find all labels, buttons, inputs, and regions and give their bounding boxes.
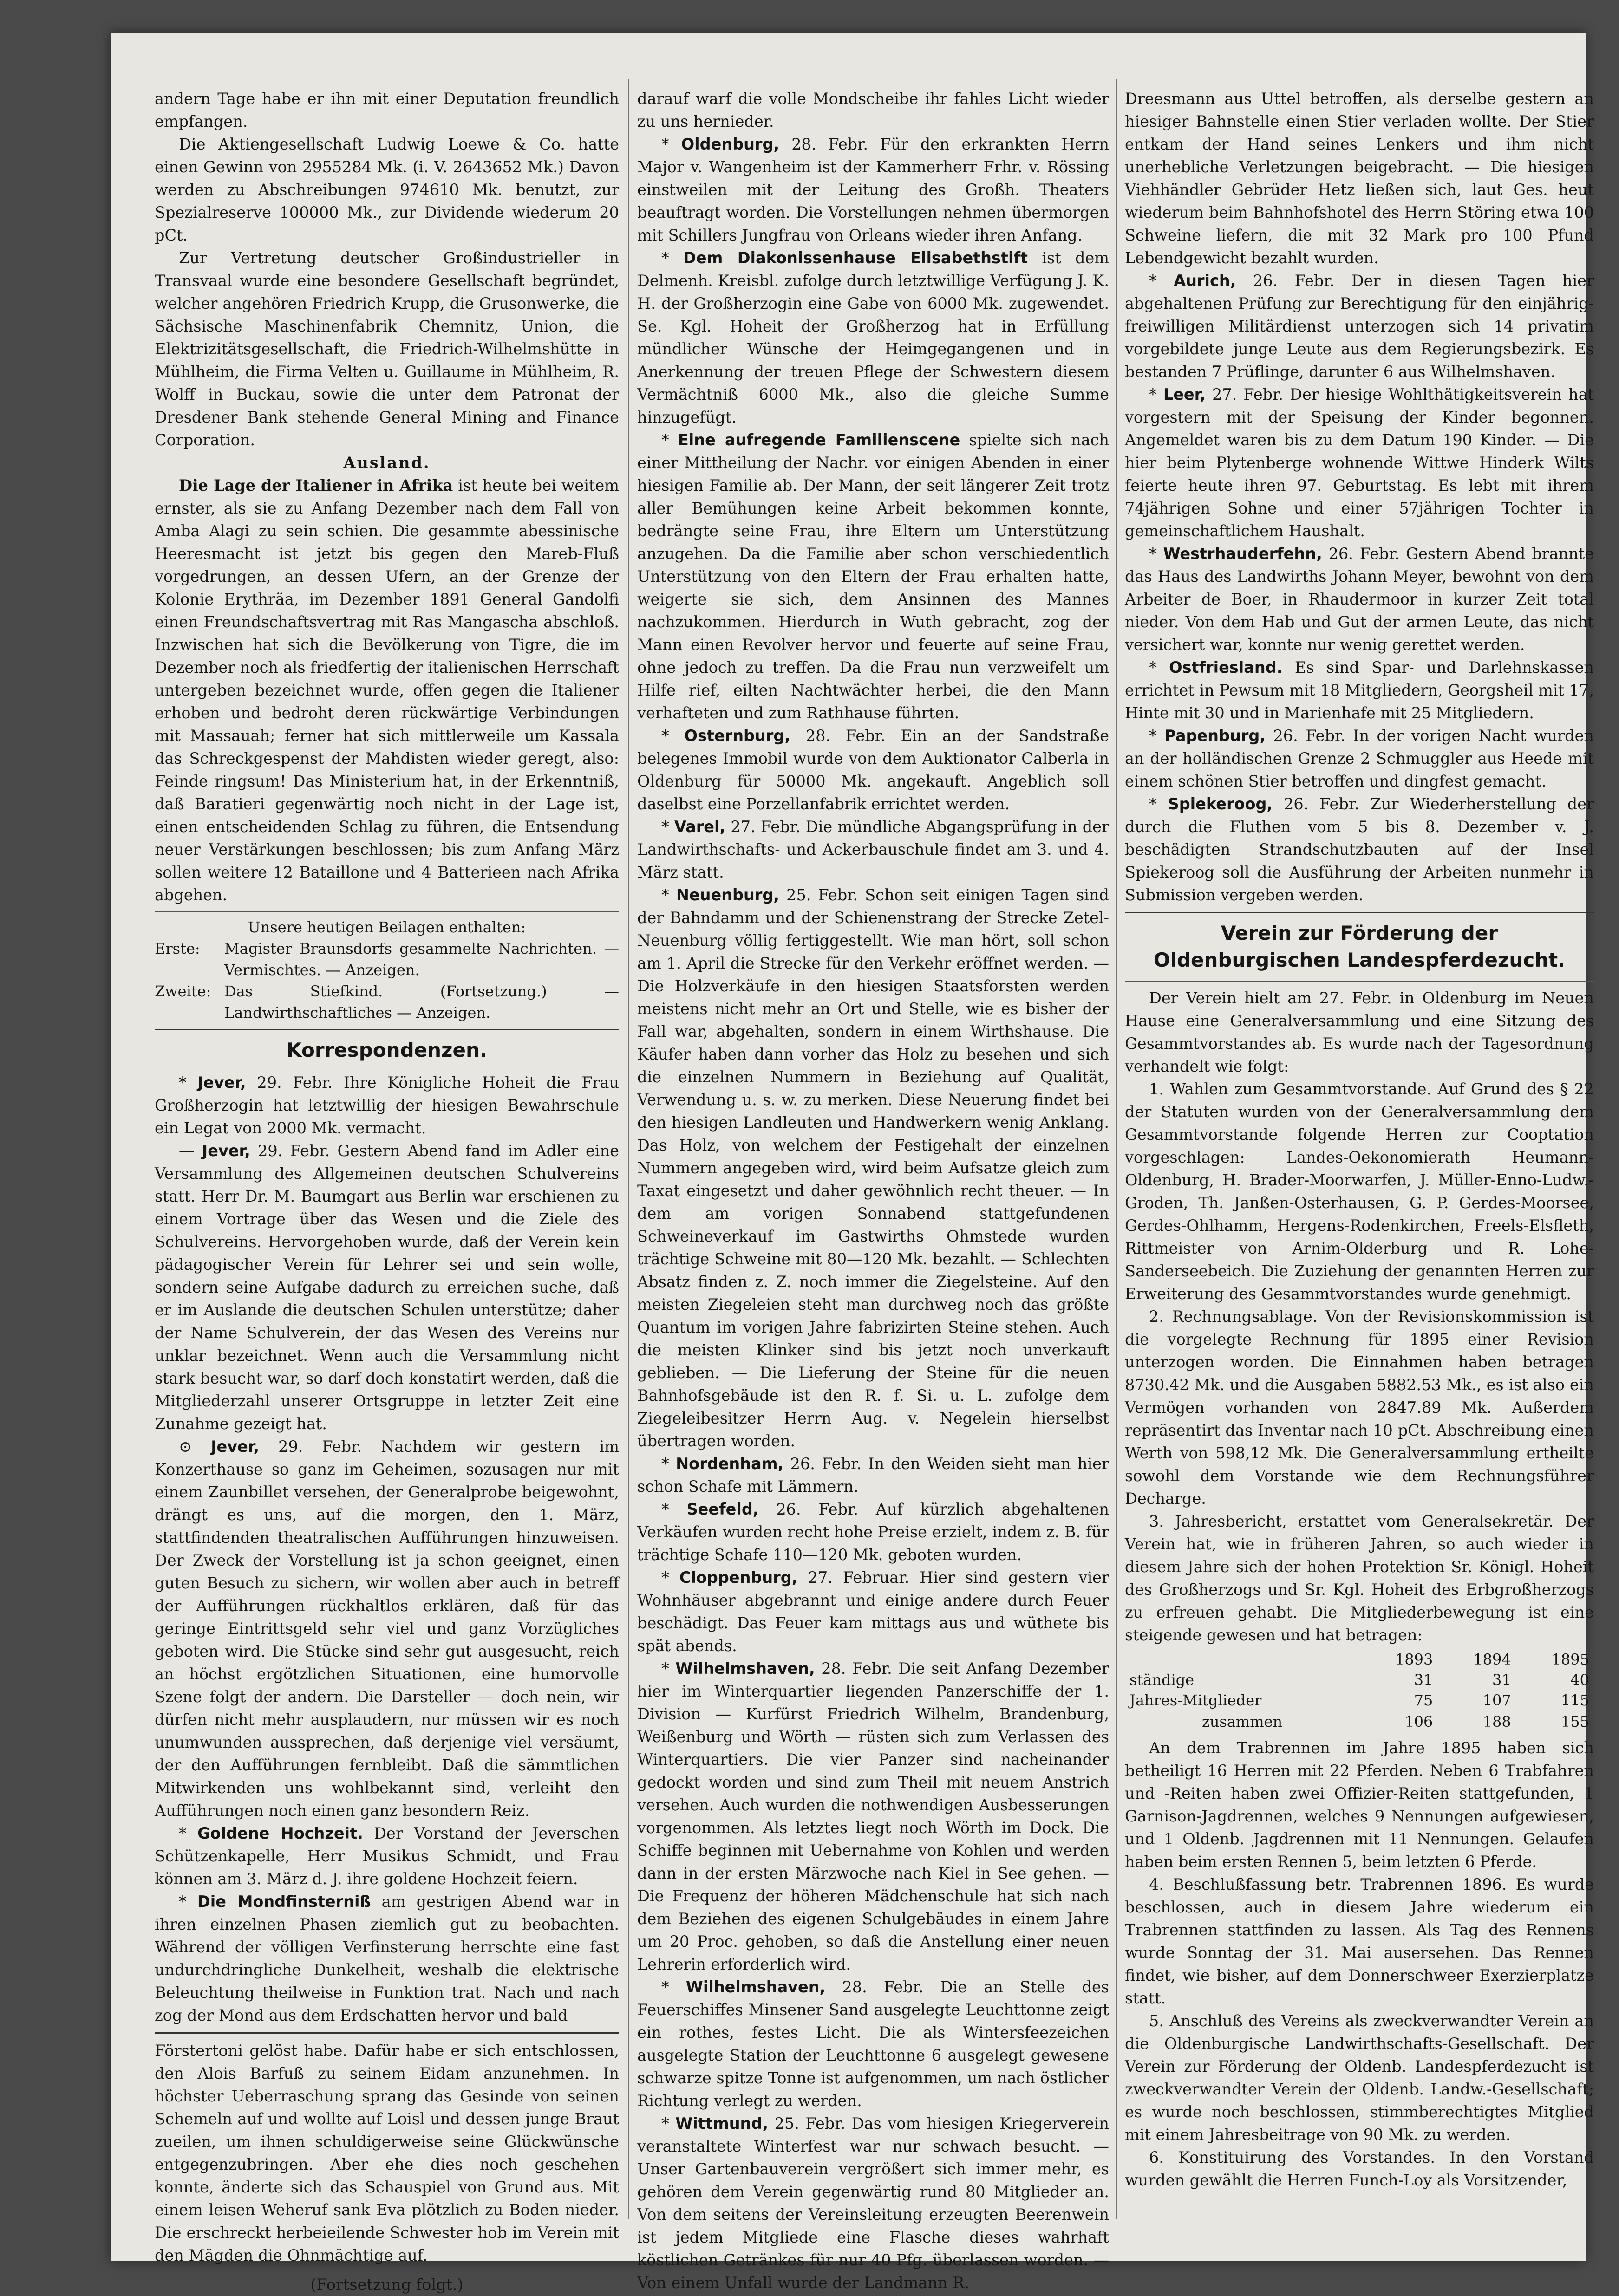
column-right bbox=[1125, 87, 1594, 2192]
dateline: Wilhelmshaven, bbox=[675, 1659, 815, 1678]
news-text: spielte sich nach einer Mittheilung der Nachr. vor einigen Abenden in einer hiesigen Familie ab. Der Mann, der seit längerer Zeit trotz aller Bemühungen keine Arbeit bekommen konnte, bedrängte seine Frau, ihre Eltern um Unterstützung anzugehen. Da die Familie aber schon verschiedentlich Unterstützung von den Eltern der Frau erhalten hatte, weigerte sie sich, dem Ansinnen des Mannes nachzukommen. Hierdurch in Wuth gebracht, zog der Mann einen Revolver hervor und feuerte auf seine Frau, ohne jedoch zu treffen. Da die Frau nun verzweifelt um Hilfe rief, eilten Nachtwächter herbei, die den Mann verhafteten und zum Rathhause führten. bbox=[637, 431, 1109, 722]
article-body: ist heute bei weitem ernster, als sie zu Anfang Dezember nach dem Fall von Amba Alagi zu sein schien. Die gesammte abessinische Heeresmacht ist jetzt bis gegen den Mareb-Fluß vorgedrungen, an dessen Ufern, an der Grenze der Kolonie Erythräa, im Dezember 1891 General Gandolfi einen Freundschaftsvertrag mit Ras Mangascha abschloß. Inzwischen hat sich die Bevölkerung von Tigre, die im Dezember noch als friedfertig der italienischen Herrschaft untergeben bezeichnet wurde, offen gegen die Italiener erhoben und bedroht deren rückwärtige Verbindungen mit Massauah; ferner hat sich mittlerweile um Kassala das Schreckgespenst der Mahdisten wieder geregt, also: Feinde ringsum! Das Ministerium hat, in der Erkenntniß, daß Baratieri gegenwärtig noch nicht in der Lage ist, einen entscheidenden Schlag zu führen, die Entsendung neuer Verstärkungen beschlossen; bis zum Anfang März sollen weitere 12 Bataillone und 4 Batterieen nach Afrika abgehen. bbox=[155, 476, 619, 904]
table-sum-row bbox=[1125, 1711, 1594, 1732]
paragraph: Der Verein hielt am 27. Febr. in Oldenburg im Neuen Hause eine Generalversammlung und eine Sitzung des Gesammtvorstandes ab. Es wurde nach der Tagesordnung verhandelt wie folgt: bbox=[1125, 989, 1594, 1075]
table-row-label: Jahres-Mitglieder bbox=[1129, 1691, 1262, 1709]
paragraph: 3. Jahresbericht, erstattet vom Generalsekretär. Der Verein hat, wie in früheren Jahren, so auch wieder in diesem Jahre sich der hohen Protektion Sr. Königl. Hoheit des Großherzogs und Sr. Kgl. Hoheit des Erbgroßherzogs zu erfreuen gehabt. Die Mitgliederbewegung ist eine steigende gewesen und hat betragen: bbox=[1125, 1512, 1594, 1644]
article-lead: Die Lage der Italiener in Afrika bbox=[179, 476, 453, 494]
dateline: Wittmund, bbox=[675, 2114, 769, 2133]
table-row-label: ständige bbox=[1129, 1671, 1195, 1689]
paragraph: An dem Trabrennen im Jahre 1895 haben sich betheiligt 16 Herren mit 22 Pferden. Neben 6 Trabfahren und -Reiten haben zwei Offizier-Reiten stattgefunden, 1 Garnison-Jagdrennen, welches 9 Nennungen aufgewiesen, und 1 Oldenb. Jagdrennen mit 11 Nennungen. Gelaufen haben beim ersten Rennen 5, beim letzten 6 Pferde. bbox=[1125, 1739, 1594, 1871]
news-item: * Osternburg, 28. Febr. Ein an der Sandstraße belegenes Immobil wurde von dem Auktionator Calberla in Oldenburg für 50000 Mk. angekauft. Angeblich soll daselbst eine Porzellanfabrik errichtet werden. bbox=[637, 727, 1109, 813]
dateline: Goldene Hochzeit. bbox=[197, 1824, 363, 1842]
divider bbox=[1125, 981, 1594, 982]
table-cell: 106 bbox=[1359, 1711, 1437, 1732]
paragraph: 4. Beschlußfassung betr. Trabrennen 1896. Es wurde beschlossen, auch in diesem Jahre wiederum ein Trabrennen stattfinden zu lassen. Als Tag des Rennens wurde Sonntag der 31. Mai ausersehen. Das Rennen findet, wie bisher, auf dem Donnerschweer Exerzierplatze statt. bbox=[1125, 1875, 1594, 2007]
news-text: 29. Febr. Gestern Abend fand im Adler eine Versammlung des Allgemeinen deutschen Schulvereins statt. Herr Dr. M. Baumgart aus Berlin war erschienen zu einem Vortrage über das Wesen und die Ziele des Schulvereins. Hervorgehoben wurde, daß der Verein kein pädagogischer Verein für Lehrer sei und sein wolle, sondern seine Aufgabe dadurch zu erreichen suche, daß er im Auslande die deutschen Schulen unterstütze; daher der Name Schulverein, der das Wesen des Vereins nur unklar bezeichnet. Wenn auch die Versammlung nicht stark besucht war, so darf doch konstatirt werden, daß die Mitgliederzahl unserer Ortsgruppe in letzter Zeit eine Zunahme gezeigt hat. bbox=[155, 1142, 619, 1433]
dateline: Jever, bbox=[197, 1073, 246, 1092]
paragraph: Zur Vertretung deutscher Großindustrieller in Transvaal wurde eine besondere Gesellschaft begründet, welcher angehören Friedrich Krupp, die Grusonwerke, die Sächsische Maschinenfabrik Chemnitz, Union, die Elektrizitätsgesellschaft, die Friedrich-Wilhelmshütte in Mühlheim, die Firma Velten u. Guillaume in Mühlheim, R. Wolff in Buckau, sowie die unter dem Patronat der Dresdener Bank stehende General Mining and Finance Corporation. bbox=[155, 249, 619, 449]
news-item: * Wittmund, 25. Febr. Das vom hiesigen Kriegerverein veranstaltete Winterfest war nur schwach besucht. — Unser Gartenbauverein vergrößert sich immer mehr, es gehören dem Verein gegenwärtig rund 80 Mitglieder an. Von dem seitens der Vereinsleitung erzeugten Beerenwein ist jedem Mitgliede eine Flasche dieses wahrhaft köstlichen Getränkes für nur 40 Pfg. überlassen worden. — Von einem Unfall wurde der Landmann R. bbox=[637, 2114, 1109, 2292]
news-item: * Wilhelmshaven, 28. Febr. Die an Stelle des Feuerschiffes Minsener Sand ausgelegte Leuchttonne zeigt ein rothes, festes Licht. Die als Wintersfeezeichen ausgelegte Station der Leuchttonne 6 ausgelegt gewesene schwarze spitze Tonne ist aufgenommen, um nach östlicher Richtung verlegt zu werden. bbox=[637, 1978, 1110, 2110]
news-text: 28. Febr. Ein an der Sandstraße belegenes Immobil wurde von dem Auktionator Calberla in Oldenburg für 50000 Mk. angekauft. Angeblich soll daselbst eine Porzellanfabrik errichtet werden. bbox=[637, 727, 1109, 813]
beilage-label: Erste: bbox=[155, 940, 200, 957]
dateline: Jever, bbox=[211, 1437, 260, 1456]
table-row bbox=[1125, 1670, 1594, 1690]
news-item: * Dem Diakonissenhause Elisabethstift ist dem Delmenh. Kreisbl. zufolge durch letztwillige Verfügung J. K. H. der Großherzogin eine Gabe von 6000 Mk. zugewendet. Se. Kgl. Hoheit der Großherzog hat in Erfüllung mündlicher Wünsche der Heimgegangenen und in Anerkennung der treuen Pflege der Schwestern diesem Vermächtniß 6000 Mk., also die gleiche Summe hinzugefügt. bbox=[637, 249, 1110, 426]
dateline: Leer, bbox=[1163, 385, 1206, 403]
news-text: 26. Febr. Der in diesen Tagen hier abgehaltenen Prüfung zur Berechtigung für den einjährig-freiwilligen Militärdienst unterzogen sich 14 privatim vorgebildete junge Leute aus dem Regierungsbezirk. Es bestanden 7 Prüflinge, darunter 6 aus Wilhelmshaven. bbox=[1125, 272, 1594, 381]
table-sum-label: zusammen bbox=[1125, 1711, 1359, 1732]
news-item: * Varel, 27. Febr. Die mündliche Abgangsprüfung in der Landwirthschafts- und Ackerbauschule findet am 3. und 4. März statt. bbox=[637, 818, 1109, 881]
news-text: 26. Febr. In den Weiden sieht man hier schon Schafe mit Lämmern. bbox=[637, 1455, 1109, 1496]
dateline: Spiekeroog, bbox=[1168, 795, 1273, 813]
table-header-cell: 1893 bbox=[1395, 1651, 1433, 1668]
beilagen-title: Unsere heutigen Beilagen enthalten: bbox=[248, 918, 526, 936]
table-cell: 31 bbox=[1492, 1671, 1511, 1689]
feuilleton-text: Förstertoni gelöst habe. Dafür habe er sich entschlossen, den Alois Barfuß zu seinem Eidam anzunehmen. In höchster Ueberraschung sprang das Gesinde von seinen Schemeln auf und wollte auf Loisl und dessen junge Braut zueilen, um ihnen schuldigerweise seine Glückwünsche entgegenzubringen. Aber ehe dies noch geschehen konnte, änderte sich das Schauspiel von Grund aus. Mit einem leisen Weheruf sank Eva plötzlich zu Boden nieder. Die erschreckt herbeieilende Schwester hob im Verein mit den Mägden die Ohnmächtige auf. bbox=[155, 2042, 619, 2264]
news-item: * Goldene Hochzeit. Der Vorstand der Jeverschen Schützenkapelle, Herr Musikus Schmidt, und Frau können am 3. März d. J. ihre goldene Hochzeit feiern. bbox=[155, 1824, 619, 1888]
article-italiener bbox=[155, 474, 619, 906]
dateline: Die Mondfinsterniß bbox=[197, 1893, 371, 1911]
table-cell: 188 bbox=[1437, 1711, 1515, 1732]
table-header-cell: 1894 bbox=[1473, 1651, 1511, 1668]
news-text: 27. Febr. Der hiesige Wohlthätigkeitsverein hat vorgestern mit der Speisung der Kinder begonnen. Angemeldet waren bis zu dem Datum 190 Kinder. — Die hier beim Plytenberge wohnende Wittwe Hinderk Wilts feierte heute ihren 97. Geburtstag. Es lebt mit ihrem 74jährigen Sohne und einer 57jährigen Tochter in gemeinschaftlichem Haushalt. bbox=[1125, 385, 1594, 540]
divider bbox=[155, 1029, 619, 1030]
news-text: 26. Febr. In der vorigen Nacht wurden an der holländischen Grenze 2 Schmuggler aus Heede mit einem schönen Stier betroffen und dingfest gemacht. bbox=[1125, 727, 1594, 790]
dateline: Nordenham, bbox=[676, 1455, 784, 1473]
news-text: ist dem Delmenh. Kreisbl. zufolge durch letztwillige Verfügung J. K. H. der Großherzogin eine Gabe von 6000 Mk. zugewendet. Se. Kgl. Hoheit der Großherzog hat in Erfüllung mündlicher Wünsche der Heimgegangenen und in Anerkennung der treuen Pflege der Schwestern diesem Vermächtniß 6000 Mk., also die gleiche Summe hinzugefügt. bbox=[637, 249, 1110, 426]
dateline: Jever, bbox=[202, 1142, 250, 1160]
divider bbox=[1125, 912, 1594, 913]
dateline: Dem Diakonissenhause Elisabethstift bbox=[683, 249, 1028, 267]
newspaper-page bbox=[111, 33, 1594, 2294]
news-item: * Papenburg, 26. Febr. In der vorigen Nacht wurden an der holländischen Grenze 2 Schmuggler aus Heede mit einem schönen Stier betroffen und dingfest gemacht. bbox=[1125, 727, 1594, 790]
news-item: * Die Mondfinsterniß am gestrigen Abend war in ihren einzelnen Phasen ziemlich gut zu beobachten. Während der völligen Verfinsterung herrschte eine fast undurchdringliche Dunkelheit, weshalb die elektrische Beleuchtung theilweise in Funktion trat. Nach und nach zog der Mond aus dem Erdschatten hervor und bald bbox=[155, 1893, 620, 2024]
news-text: 27. Februar. Hier sind gestern vier Wohnhäuser abgebrannt und einige andere durch Feuer beschädigt. Das Feuer kam mittags aus und wüthete bis spät abends. bbox=[637, 1568, 1110, 1655]
news-item: * Aurich, 26. Febr. Der in diesen Tagen hier abgehaltenen Prüfung zur Berechtigung für den einjährig-freiwilligen Militärdienst unterzogen sich 14 privatim vorgebildete junge Leute aus dem Regierungsbezirk. Es bestanden 7 Prüflinge, darunter 6 aus Wilhelmshaven. bbox=[1125, 272, 1594, 381]
beilagen-box bbox=[155, 917, 619, 1023]
news-item: * Cloppenburg, 27. Februar. Hier sind gestern vier Wohnhäuser abgebrannt und einige andere durch Feuer beschädigt. Das Feuer kam mittags aus und wüthete bis spät abends. bbox=[637, 1568, 1110, 1655]
news-text: Der Vorstand der Jeverschen Schützenkapelle, Herr Musikus Schmidt, und Frau können am 3. März d. J. ihre goldene Hochzeit feiern. bbox=[155, 1824, 619, 1888]
news-text: 25. Febr. Schon seit einigen Tagen sind der Bahndamm und der Schienenstrang der Strecke Zetel-Neuenburg völlig fertiggestellt. Wie man hört, soll schon am 1. April die Strecke für den Verkehr eröffnet werden. — Die Holzverkäufe in den hiesigen Staatsforsten werden meistens nicht mehr an Ort und Stelle, wie es bisher der Fall war, abgehalten, sondern in einem Wirthshause. Die Käufer haben dann vorher das Holz zu besehen und sich die einzelnen Nummern in Beziehung auf Qualität, Verwendung u. s. w. zu merken. Diese Neuerung findet bei den hiesigen Landleuten und Handwerkern wenig Anklang. Das Holz, von welchem der Festigehalt der einzelnen Nummern angegeben wird, wird beim Aufsatze gleich zum Taxat eingesetzt und daher gewöhnlich recht theuer. — In dem am vorigen Sonnabend stattgefundenen Schweineverkauf im Gastwirths Ohmstede wurden trächtige Schweine mit 80—120 Mk. bezahlt. — Schlechten Absatz finden z. Z. noch immer die Ziegelsteine. Auf den meisten Ziegeleien steht man durchweg noch das größte Quantum im vorigen Jahre fabrizirten Steine stehen. Auch die meisten Klinker sind bis jetzt noch unverkauft geblieben. — Die Lieferung der Steine für die neuen Bahnhofsgebäude ist den R. f. Si. u. L. zufolge dem Ziegeleibesitzer Herrn Aug. v. Negelein hierselbst übertragen worden. bbox=[637, 886, 1109, 1450]
paragraph: Die Aktiengesellschaft Ludwig Loewe & Co. hatte einen Gewinn von 2955284 Mk. (i. V. 2643652 Mk.) Davon werden zu Abschreibungen 974610 Mk. benutzt, zur Spezialreserve 100000 Mk., zur Dividende wiederum 20 pCt. bbox=[155, 135, 619, 244]
dateline: Varel, bbox=[674, 818, 726, 836]
beilage-text: Das Stiefkind. (Fortsetzung.) — Landwirthschaftliches — Anzeigen. bbox=[224, 982, 619, 1021]
table-cell: 115 bbox=[1560, 1691, 1589, 1709]
dateline: Oldenburg, bbox=[681, 135, 780, 153]
dateline: Ostfriesland. bbox=[1169, 658, 1283, 676]
news-text: 25. Febr. Das vom hiesigen Kriegerverein veranstaltete Winterfest war nur schwach besucht. — Unser Gartenbauverein vergrößert sich immer mehr, es gehören dem Verein gegenwärtig rund 80 Mitglieder an. Von dem seitens der Vereinsleitung erzeugten Beerenwein ist jedem Mitgliede eine Flasche dieses wahrhaft köstlichen Getränkes für nur 40 Pfg. überlassen worden. — Von einem Unfall wurde der Landmann R. bbox=[637, 2114, 1109, 2292]
news-item: * Oldenburg, 28. Febr. Für den erkrankten Herrn Major v. Wangenheim ist der Kammerherr Frhr. v. Rössing einstweilen mit der Leitung des Großh. Theaters beauftragt worden. Die Vorstellungen nehmen übermorgen mit Schillers Jungfrau von Orleans wieder ihren Anfang. bbox=[637, 135, 1109, 244]
news-text: 26. Febr. Zur Wiederherstellung der durch die Fluthen vom 5 bis 8. Dezember v. J. beschädigten Strandschutzbauten auf der Insel Spiekeroog soll die Ausführung der Arbeiten nunmehr in Submission vergeben werden. bbox=[1125, 795, 1594, 904]
news-item: * Eine aufregende Familienscene spielte sich nach einer Mittheilung der Nachr. vor einigen Abenden in einer hiesigen Familie ab. Der Mann, der seit längerer Zeit trotz aller Bemühungen keine Arbeit bekommen konnte, bedrängte seine Frau, ihre Eltern um Unterstützung anzugehen. Da die Familie aber schon verschiedentlich Unterstützung von den Eltern der Frau erhalten hatte, weigerte sie sich, dem Ansinnen des Mannes nachzukommen. Hierdurch in Wuth gebracht, zog der Mann einen Revolver hervor und feuerte auf seine Frau, ohne jedoch zu treffen. Da die Frau nun verzweifelt um Hilfe rief, eilten Nachtwächter herbei, die den Mann verhafteten und zum Rathhause führten. bbox=[637, 431, 1109, 722]
beilage-label: Zweite: bbox=[155, 982, 211, 1000]
news-item: * Leer, 27. Febr. Der hiesige Wohlthätigkeitsverein hat vorgestern mit der Speisung der Kinder begonnen. Angemeldet waren bis zu dem Datum 190 Kinder. — Die hier beim Plytenberge wohnende Wittwe Hinderk Wilts feierte heute ihren 97. Geburtstag. Es lebt mit ihrem 74jährigen Sohne und einer 57jährigen Tochter in gemeinschaftlichem Haushalt. bbox=[1125, 385, 1594, 540]
table-cell: 155 bbox=[1516, 1711, 1594, 1732]
table-cell: 40 bbox=[1570, 1671, 1589, 1689]
news-text: 27. Febr. Die mündliche Abgangsprüfung in der Landwirthschafts- und Ackerbauschule findet am 3. und 4. März statt. bbox=[637, 818, 1109, 881]
news-item: * Westrhauderfehn, 26. Febr. Gestern Abend brannte das Haus des Landwirths Johann Meyer, bewohnt von dem Arbeiter de Boer, in Rhaudermoor in kurzer Zeit total nieder. Von dem Hab und Gut der armen Leute, das nicht versichert war, konnte nur wenig gerettet werden. bbox=[1125, 545, 1594, 654]
section-heading-korrespondenzen: Korrespondenzen. bbox=[287, 1039, 487, 1061]
paragraph: Dreesmann aus Uttel betroffen, als derselbe gestern an hiesiger Bahnstelle einen Stier verladen wollte. Der Stier entkam der Hand seines Lenkers und ihm nicht unerhebliche Verletzungen beigebracht. — Die hiesigen Viehhändler Gebrüder Hetz ließen sich, laut Ges. heut wiederum beim Bahnhofshotel des Herrn Störing etwa 100 Schweine liefern, die mit 32 Mark pro 100 Pfund Lebendgewicht bezahlt wurden. bbox=[1125, 90, 1594, 267]
membership-table bbox=[1125, 1649, 1594, 1732]
table-header-cell: 1895 bbox=[1551, 1651, 1589, 1668]
dateline: Eine aufregende Familienscene bbox=[678, 431, 960, 449]
dateline: Seefeld, bbox=[686, 1500, 759, 1518]
news-item: ⊙ Jever, 29. Febr. Nachdem wir gestern im Konzerthause so ganz im Geheimen, sozusagen nur mit einem Zaunbillet versehen, der Generalprobe beigewohnt, drängt es uns, auf die morgen, den 1. März, stattfindenden theatralischen Aufführungen hinzuweisen. Der Zweck der Vorstellung ist ja schon geeignet, einen guten Besuch zu sichern, wir wollen aber auch in betreff der Aufführungen rückhaltlos erklären, daß für das geringe Eintrittsgeld sehr viel und ganz Vorzügliches geboten wird. Die Stücke sind sehr gut ausgesucht, reich an höchst ergötzlichen Situationen, eine humorvolle Szene folgt der andern. Die Darsteller — doch nein, wir dürfen nicht mehr ausplaudern, nur müssen wir es noch unumwunden aussprechen, daß derjenige viel versäumt, der den Aufführungen fernbleibt. Daß die sämmtlichen Mitwirkenden uns wohlbekannt sind, verleiht den Aufführungen noch einen ganz besondern Reiz. bbox=[155, 1437, 619, 1820]
table-cell: 31 bbox=[1414, 1671, 1433, 1689]
news-item: * Neuenburg, 25. Febr. Schon seit einigen Tagen sind der Bahndamm und der Schienenstrang der Strecke Zetel-Neuenburg völlig fertiggestellt. Wie man hört, soll schon am 1. April die Strecke für den Verkehr eröffnet werden. — Die Holzverkäufe in den hiesigen Staatsforsten werden meistens nicht mehr an Ort und Stelle, wie es bisher der Fall war, abgehalten, sondern in einem Wirthshause. Die Käufer haben dann vorher das Holz zu besehen und sich die einzelnen Nummern in Beziehung auf Qualität, Verwendung u. s. w. zu merken. Diese Neuerung findet bei den hiesigen Landleuten und Handwerkern wenig Anklang. Das Holz, von welchem der Festigehalt der einzelnen Nummern angegeben wird, wird beim Aufsatze gleich zum Taxat eingesetzt und daher gewöhnlich recht theuer. — In dem am vorigen Sonnabend stattgefundenen Schweineverkauf im Gastwirths Ohmstede wurden trächtige Schweine mit 80—120 Mk. bezahlt. — Schlechten Absatz finden z. Z. noch immer die Ziegelsteine. Auf den meisten Ziegeleien steht man durchweg noch das größte Quantum im vorigen Jahre fabrizirten Steine stehen. Auch die meisten Klinker sind bis jetzt noch unverkauft geblieben. — Die Lieferung der Steine für die neuen Bahnhofsgebäude ist den R. f. Si. u. L. zufolge dem Ziegeleibesitzer Herrn Aug. v. Negelein hierselbst übertragen worden. bbox=[637, 886, 1109, 1450]
section-heading-verein: Verein zur Förderung der Oldenburgischen Landespferdezucht. bbox=[1153, 922, 1566, 971]
column-left bbox=[155, 87, 619, 2296]
beilage-row bbox=[155, 981, 619, 1023]
beilage-text: Magister Braunsdorfs gesammelte Nachrichten. — Vermischtes. — Anzeigen. bbox=[224, 940, 619, 979]
news-text: am gestrigen Abend war in ihren einzelnen Phasen ziemlich gut zu beobachten. Während der völligen Verfinsterung herrschte eine fast undurchdringliche Dunkelheit, weshalb die elektrische Beleuchtung theilweise in Funktion trat. Nach und nach zog der Mond aus dem Erdschatten hervor und bald bbox=[155, 1893, 620, 2024]
dateline: Cloppenburg, bbox=[679, 1568, 798, 1587]
paragraph: 6. Konstituirung des Vorstandes. In den Vorstand wurden gewählt die Herren Funch-Loy als Vorsitzender, bbox=[1125, 2148, 1594, 2189]
news-text: 28. Febr. Die an Stelle des Feuerschiffes Minsener Sand ausgelegte Leuchttonne zeigt ein rothes, festes Licht. Die als Wintersfeezeichen ausgelegte Station der Leuchttonne 6 ausgelegt gewesene schwarze spitze Tonne ist aufgenommen, um nach östlicher Richtung verlegt zu werden. bbox=[637, 1978, 1110, 2110]
column-middle bbox=[637, 87, 1109, 2294]
feuilleton-divider bbox=[155, 2032, 619, 2034]
table-cell: 75 bbox=[1414, 1691, 1433, 1709]
dateline: Osternburg, bbox=[684, 727, 791, 745]
table-row bbox=[1125, 1690, 1594, 1711]
paragraph: 5. Anschluß des Vereins als zweckverwandter Verein an die Oldenburgische Landwirthschafts-Gesellschaft. Der Verein zur Förderung der Oldenb. Landespferdezucht ist zweckverwandter Verein der Oldenb. Landw.-Gesellschaft; es wurde noch beschlossen, stimmberechtigtes Mitglied mit einem Jahresbeitrage von 90 Mk. zu werden. bbox=[1125, 2012, 1594, 2144]
news-text: 29. Febr. Ihre Königliche Hoheit die Frau Großherzogin hat letztwillig der hiesigen Bewahrschule ein Legat von 2000 Mk. vermacht. bbox=[155, 1073, 619, 1137]
section-heading-ausland: Ausland. bbox=[343, 454, 431, 472]
table-header-row bbox=[1125, 1649, 1594, 1670]
news-item: * Seefeld, 26. Febr. Auf kürzlich abgehaltenen Verkäufen wurden recht hohe Preise erzielt, indem z. B. für trächtige Schafe 110—120 Mk. geboten wurden. bbox=[637, 1500, 1109, 1564]
news-text: 29. Febr. Nachdem wir gestern im Konzerthause so ganz im Geheimen, sozusagen nur mit einem Zaunbillet versehen, der Generalprobe beigewohnt, drängt es uns, auf die morgen, den 1. März, stattfindenden theatralischen Aufführungen hinzuweisen. Der Zweck der Vorstellung ist ja schon geeignet, einen guten Besuch zu sichern, wir wollen aber auch in betreff der Aufführungen rückhaltlos erklären, daß für das geringe Eintrittsgeld sehr viel und ganz Vorzügliches geboten wird. Die Stücke sind sehr gut ausgesucht, reich an höchst ergötzlichen Situationen, eine humorvolle Szene folgt der andern. Die Darsteller — doch nein, wir dürfen nicht mehr ausplaudern, nur müssen wir es noch unumwunden aussprechen, daß derjenige viel versäumt, der den Aufführungen fernbleibt. Daß die sämmtlichen Mitwirkenden uns wohlbekannt sind, verleiht den Aufführungen noch einen ganz besondern Reiz. bbox=[155, 1437, 619, 1820]
news-text: Es sind Spar- und Darlehnskassen errichtet in Pewsum mit 18 Mitgliedern, Georgsheil mit 17, Hinte mit 30 und in Marienhafe mit 25 Mitgliedern. bbox=[1125, 658, 1594, 722]
news-item: — Jever, 29. Febr. Gestern Abend fand im Adler eine Versammlung des Allgemeinen deutschen Schulvereins statt. Herr Dr. M. Baumgart aus Berlin war erschienen zu einem Vortrage über das Wesen und die Ziele des Schulvereins. Hervorgehoben wurde, daß der Verein kein pädagogischer Verein für Lehrer sei und sein wolle, sondern seine Aufgabe dadurch zu erreichen suche, daß er im Auslande die deutschen Schulen unterstütze; daher der Name Schulverein, der das Wesen des Vereins nur unklar bezeichnet. Wenn auch die Versammlung nicht stark besucht war, so darf doch konstatirt werden, daß die Mitgliederzahl unserer Ortsgruppe in letzter Zeit eine Zunahme gezeigt hat. bbox=[155, 1142, 619, 1433]
continuation-note: (Fortsetzung folgt.) bbox=[310, 2276, 464, 2294]
news-item: * Wilhelmshaven, 28. Febr. Die seit Anfang Dezember hier im Winterquartier liegenden Panzerschiffe der 1. Division — Kurfürst Friedrich Wilhelm, Brandenburg, Weißenburg und Wörth — rüsten sich zum Verlassen des Winterquartiers. Die vier Panzer sind nacheinander gedockt worden und sind zum Theil mit neuem Anstrich versehen. Auch wurden die nothwendigen Ausbesserungen vorgenommen. Als letztes liegt noch Wörth im Dock. Die Schiffe beginnen mit Uebernahme von Kohlen und werden dann in der ersten Märzwoche nach Kiel in See gehen. — Die Frequenz der höheren Mädchenschule hat sich nach dem Beziehen des eigenen Schulgebäudes in einem Jahre um 20 Proc. gehoben, so daß die Anstellung einer neuen Lehrerin erforderlich wird. bbox=[637, 1659, 1109, 1973]
news-text: 28. Febr. Die seit Anfang Dezember hier im Winterquartier liegenden Panzerschiffe der 1. Division — Kurfürst Friedrich Wilhelm, Brandenburg, Weißenburg und Wörth — rüsten sich zum Verlassen des Winterquartiers. Die vier Panzer sind nacheinander gedockt worden und sind zum Theil mit neuem Anstrich versehen. Auch wurden die nothwendigen Ausbesserungen vorgenommen. Als letztes liegt noch Wörth im Dock. Die Schiffe beginnen mit Uebernahme von Kohlen und werden dann in der ersten Märzwoche nach Kiel in See gehen. — Die Frequenz der höheren Mädchenschule hat sich nach dem Beziehen des eigenen Schulgebäudes in einem Jahre um 20 Proc. gehoben, so daß die Anstellung einer neuen Lehrerin erforderlich wird. bbox=[637, 1659, 1109, 1973]
paragraph: 1. Wahlen zum Gesammtvorstande. Auf Grund des § 22 der Statuten wurden von der Generalversammlung dem Gesammtvorstande folgende Herren zur Cooptation vorgeschlagen: Landes-Oekonomierath Heumann-Oldenburg, H. Brader-Moorwarfen, J. Müller-Enno-Ludw.-Groden, Th. Janßen-Osterhausen, G. P. Gerdes-Moorsee, Gerdes-Ohlhamm, Hergens-Rodenkirchen, Freels-Elsfleth, Rittmeister von Arnim-Olderburg und R. Lohe-Sanderseebeich. Die Zuziehung der genannten Herren zur Erweiterung des Gesammtvorstandes wurde genehmigt. bbox=[1125, 1080, 1594, 1303]
paragraph: darauf warf die volle Mondscheibe ihr fahles Licht wieder zu uns hernieder. bbox=[637, 90, 1109, 130]
news-text: 28. Febr. Für den erkrankten Herrn Major v. Wangenheim ist der Kammerherr Frhr. v. Rössing einstweilen mit der Leitung des Großh. Theaters beauftragt worden. Die Vorstellungen nehmen übermorgen mit Schillers Jungfrau von Orleans wieder ihren Anfang. bbox=[637, 135, 1109, 244]
dateline: Westrhauderfehn, bbox=[1163, 545, 1322, 563]
beilage-row bbox=[155, 938, 619, 981]
news-text: 26. Febr. Gestern Abend brannte das Haus des Landwirths Johann Meyer, bewohnt von dem Arbeiter de Boer, in Rhaudermoor in kurzer Zeit total nieder. Von dem Hab und Gut der armen Leute, das nicht versichert war, konnte nur wenig gerettet werden. bbox=[1125, 545, 1594, 654]
table-cell bbox=[1125, 1649, 1359, 1670]
column-rule bbox=[628, 79, 629, 2219]
dateline: Wilhelmshaven, bbox=[685, 1978, 826, 1996]
news-item: * Spiekeroog, 26. Febr. Zur Wiederherstellung der durch die Fluthen vom 5 bis 8. Dezember v. J. beschädigten Strandschutzbauten auf der Insel Spiekeroog soll die Ausführung der Arbeiten nunmehr in Submission vergeben werden. bbox=[1125, 795, 1594, 904]
table-cell: 107 bbox=[1482, 1691, 1511, 1709]
dateline: Papenburg, bbox=[1164, 727, 1266, 745]
dateline: Aurich, bbox=[1174, 272, 1236, 290]
dateline: Neuenburg, bbox=[676, 886, 780, 904]
news-item: * Ostfriesland. Es sind Spar- und Darlehnskassen errichtet in Pewsum mit 18 Mitgliedern, Georgsheil mit 17, Hinte mit 30 und in Marienhafe mit 25 Mitgliedern. bbox=[1125, 658, 1594, 722]
news-item: * Nordenham, 26. Febr. In den Weiden sieht man hier schon Schafe mit Lämmern. bbox=[637, 1455, 1109, 1496]
news-text: 26. Febr. Auf kürzlich abgehaltenen Verkäufen wurden recht hohe Preise erzielt, indem z. B. für trächtige Schafe 110—120 Mk. geboten wurden. bbox=[637, 1500, 1109, 1564]
paragraph: andern Tage habe er ihn mit einer Deputation freundlich empfangen. bbox=[155, 90, 619, 130]
paragraph: 2. Rechnungsablage. Von der Revisionskommission ist die vorgelegte Rechnung für 1895 einer Revision unterzogen worden. Die Einnahmen haben betragen 8730.42 Mk. und die Ausgaben 5882.53 Mk., es ist also ein Vermögen vorhanden von 2847.89 Mk. Außerdem repräsentirt das Inventar nach 10 pCt. Abschreibung einen Werth von 598,12 Mk. Die Generalversammlung ertheilte sowohl dem Vorstande wie dem Rechnungsführer Decharge. bbox=[1125, 1307, 1594, 1508]
news-item: * Jever, 29. Febr. Ihre Königliche Hoheit die Frau Großherzogin hat letztwillig der hiesigen Bewahrschule ein Legat von 2000 Mk. vermacht. bbox=[155, 1073, 619, 1137]
column-rule bbox=[1116, 79, 1117, 2219]
divider bbox=[155, 911, 619, 912]
